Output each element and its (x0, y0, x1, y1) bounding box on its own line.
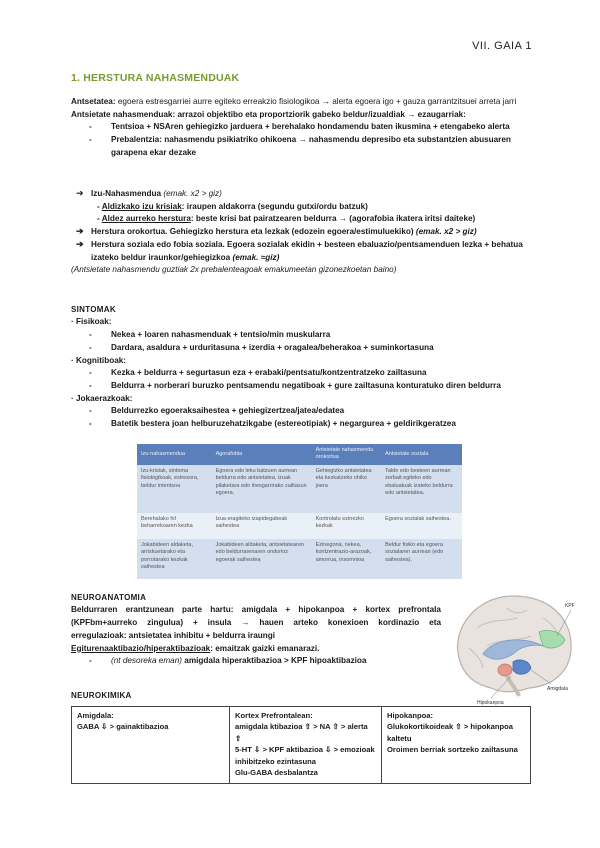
neuro-line: erregulazioak: antsietatea inhibitu + beldurra iraungi (71, 630, 276, 640)
neuroanatomy-block (71, 592, 441, 668)
brain-illustration (447, 588, 577, 706)
neurochemistry-table (71, 706, 531, 784)
arrow-right-icon: ➔ (76, 238, 84, 249)
table-header-cell: Antsietate soziala (381, 444, 462, 465)
fisikoak-label: · Fisikoak: (71, 317, 112, 327)
symptoms-block (71, 304, 531, 431)
table-cell: Egoera sozialak saihestea. (381, 513, 462, 539)
table-header-cell: Agorafobia (212, 444, 312, 465)
izu-subitem: - Aldizkako izu krisiak: iraupen aldakorra (segundu gutxi/ordu batzuk) (97, 201, 368, 211)
kpf-label: KPF (565, 603, 575, 609)
arrow-right-icon: ➔ (76, 188, 84, 198)
kognitiboak-label: · Kognitiboak: (71, 355, 127, 365)
izu-item: ➔ Izu-Nahasmendua (emak. x2 > giz) (71, 188, 531, 201)
antsetatea-paragraph (71, 96, 531, 109)
neuro-line: Beldurraren erantzunean parte hartu: amigdala + hipokanpoa + kortex prefrontala (71, 605, 441, 615)
table-row (137, 465, 462, 513)
intro-bullet: - Prebalentzia: nahasmendu psikiatriko ohikoena → nahasmendu depresibo eta substantzien abusuaren garapena ekar dezake (89, 135, 511, 157)
table-cell: Beldur fisiko eta egoera sozialaren aurrean (edo saihestea). (381, 539, 462, 579)
types-block (71, 188, 531, 277)
hipokanpoa-label: Hipokanpoa (477, 700, 504, 706)
antsetatea-label: Antsetatea: (71, 97, 116, 106)
table-cell: Izu-krisiak, sintoma fisiologikoak, estresora, beldur intentsoa (137, 465, 212, 513)
section-title: 1. HERSTURA NAHASMENDUAK (71, 72, 240, 84)
table-cell: Ezinegona, nekea, kontzentrazio-arazoak, amorrua, insomnioa (312, 539, 382, 579)
neuroanatomy-heading: NEUROANATOMIA (71, 593, 147, 602)
table-cell: Jokabideen aldaketa, arriskuetarako eta porrotarako kezkak saihestea (137, 539, 212, 579)
table-cell: Amigdala: GABA ⇩ > gainaktibazioa (72, 707, 230, 784)
table-header-cell: Antsietate nahasmendu orokortua (312, 444, 382, 465)
table-header-cell: Izu-nahasmendua (137, 444, 212, 465)
table-row (137, 513, 462, 539)
disorder-line: Antsietate nahasmenduak: arrazoi objektibo eta proportziorik gabeko beldur/izualdiak → ezaugarriak: (71, 109, 466, 119)
symptom-bullet: - Beldurrezko egoeraksaihestea + gehiegizertzea/jatea/edatea (89, 406, 345, 416)
orokortua-item: ➔ Herstura orokortua. Gehiegizko herstura eta lezkak (edozein egoera/estimuluekiko) (emak. x2 > giz) (71, 226, 531, 239)
table-header-row (137, 444, 462, 465)
symptom-bullet: - Dardara, asaldura + urduritasuna + izerdia + oragalea/beherakoa + suminkortasuna (89, 342, 434, 352)
jokaera-label: · Jokaerazkoak: (71, 393, 133, 403)
antsetatea-text: egoera estresgarriei aurre egiteko erreakzio fisiologikoa → alerta egoera igo + gauza garrantzitsuei arreta jarri (115, 97, 517, 106)
footnote: (Antsietate nahasmendu guztiak 2x prebalenteagoak emakumeetan gizonezkoetan baino) (71, 265, 397, 275)
arrow-right-icon: ➔ (76, 226, 84, 237)
egiturena-line: Egiturenaaktibazio/hiperaktibazioak: emaitzak gaizki emanarazi. (71, 643, 320, 653)
table-cell: Talde edo besteen aurrean zerbait egiteko edo ebaluatuak izateko beldurra edo antsietatea. (381, 465, 462, 513)
table-cell: Jokabideen aldaketa, antsietatearen edo beldurrarenaren ondorioz egoerak saihestea (212, 539, 312, 579)
table-row (72, 707, 531, 784)
amigdala-label: Amigdala (547, 686, 568, 692)
symptoms-heading: SINTOMAK (71, 305, 116, 314)
table-cell: Gehiegizko antsietatea eta kezkatzeko ohiko joera (312, 465, 382, 513)
table-row (137, 539, 462, 579)
symptom-comparison-table (137, 444, 462, 579)
table-cell: Egoera edo leku batzuen aurrean beldurra edo antsietatea, izuak pilaketara edo ihesgarrirako zailtasun egoera. (212, 465, 312, 513)
symptom-bullet: - Kezka + beldurra + segurtasun eza + erabaki/pentsatu/kontzentratzeko zailtasuna (89, 368, 427, 378)
symptom-bullet: - Batetik bestera joan helburuzehatzikgabe (estereotipiak) + negargurea + geldirikgeratzea (89, 419, 456, 429)
table-cell: Izua eragiteko izapidegabeak saihestea (212, 513, 312, 539)
intro-block (71, 96, 531, 160)
izu-subitem: - Aldez aurreko herstura: beste krisi bat pairatzearen beldurra → (agorafobia ikatera iritsi daiteke) (97, 214, 476, 224)
table-cell: Hipokanpoa: Glukokortikoideak ⇧ > hipokanpoa kaltetu Oroimen berriak sortzeko zailtasuna (382, 707, 531, 784)
table-cell: Kontrolatu ezinezko kezkak (312, 513, 382, 539)
soziala-item: ➔ Herstura soziala edo fobia soziala. Egoera sozialak ekidin + besteen ebaluazio/pentsamenduen lezka + behatua izateko beldur iraunkor/gehiegizkoa (emak. ≈giz) (76, 238, 523, 262)
symptom-bullet: - Nekea + loaren nahasmenduak + tentsio/min muskularra (89, 330, 331, 340)
intro-bullet: - Tentsioa + NSAren gehiegizko jarduera + berehalako hondamendu baten ikusmina + etengabeko alerta (89, 122, 510, 132)
neurochemistry-heading: NEUROKIMIKA (71, 691, 132, 700)
symptom-bullet: - Beldurra + norberari buruzko pentsamendu negatiboak + gure zailtasuna konturatuko diren beldurra (89, 380, 501, 390)
table-cell: Berehalako hil beharrekoaren kezka (137, 513, 212, 539)
neuro-line: (KPFbm+aurreko zingulua) + insula → hauen arteko konexioen kordinazio eta (71, 618, 441, 628)
page-header: VII. GAIA 1 (472, 40, 532, 52)
neuro-bullet: - (nt desoreka eman) amigdala hiperaktibazioa > KPF hipoaktibazioa (89, 656, 367, 666)
table-cell: Kortex Prefrontalean: amigdala ktibazioa ⇧ > NA ⇧ > alerta ⇧ 5-HT ⇩ > KPF aktibazioa ⇩ > emozioak inhibitzeko ezintasuna Glu-GABA desbalantza (230, 707, 382, 784)
